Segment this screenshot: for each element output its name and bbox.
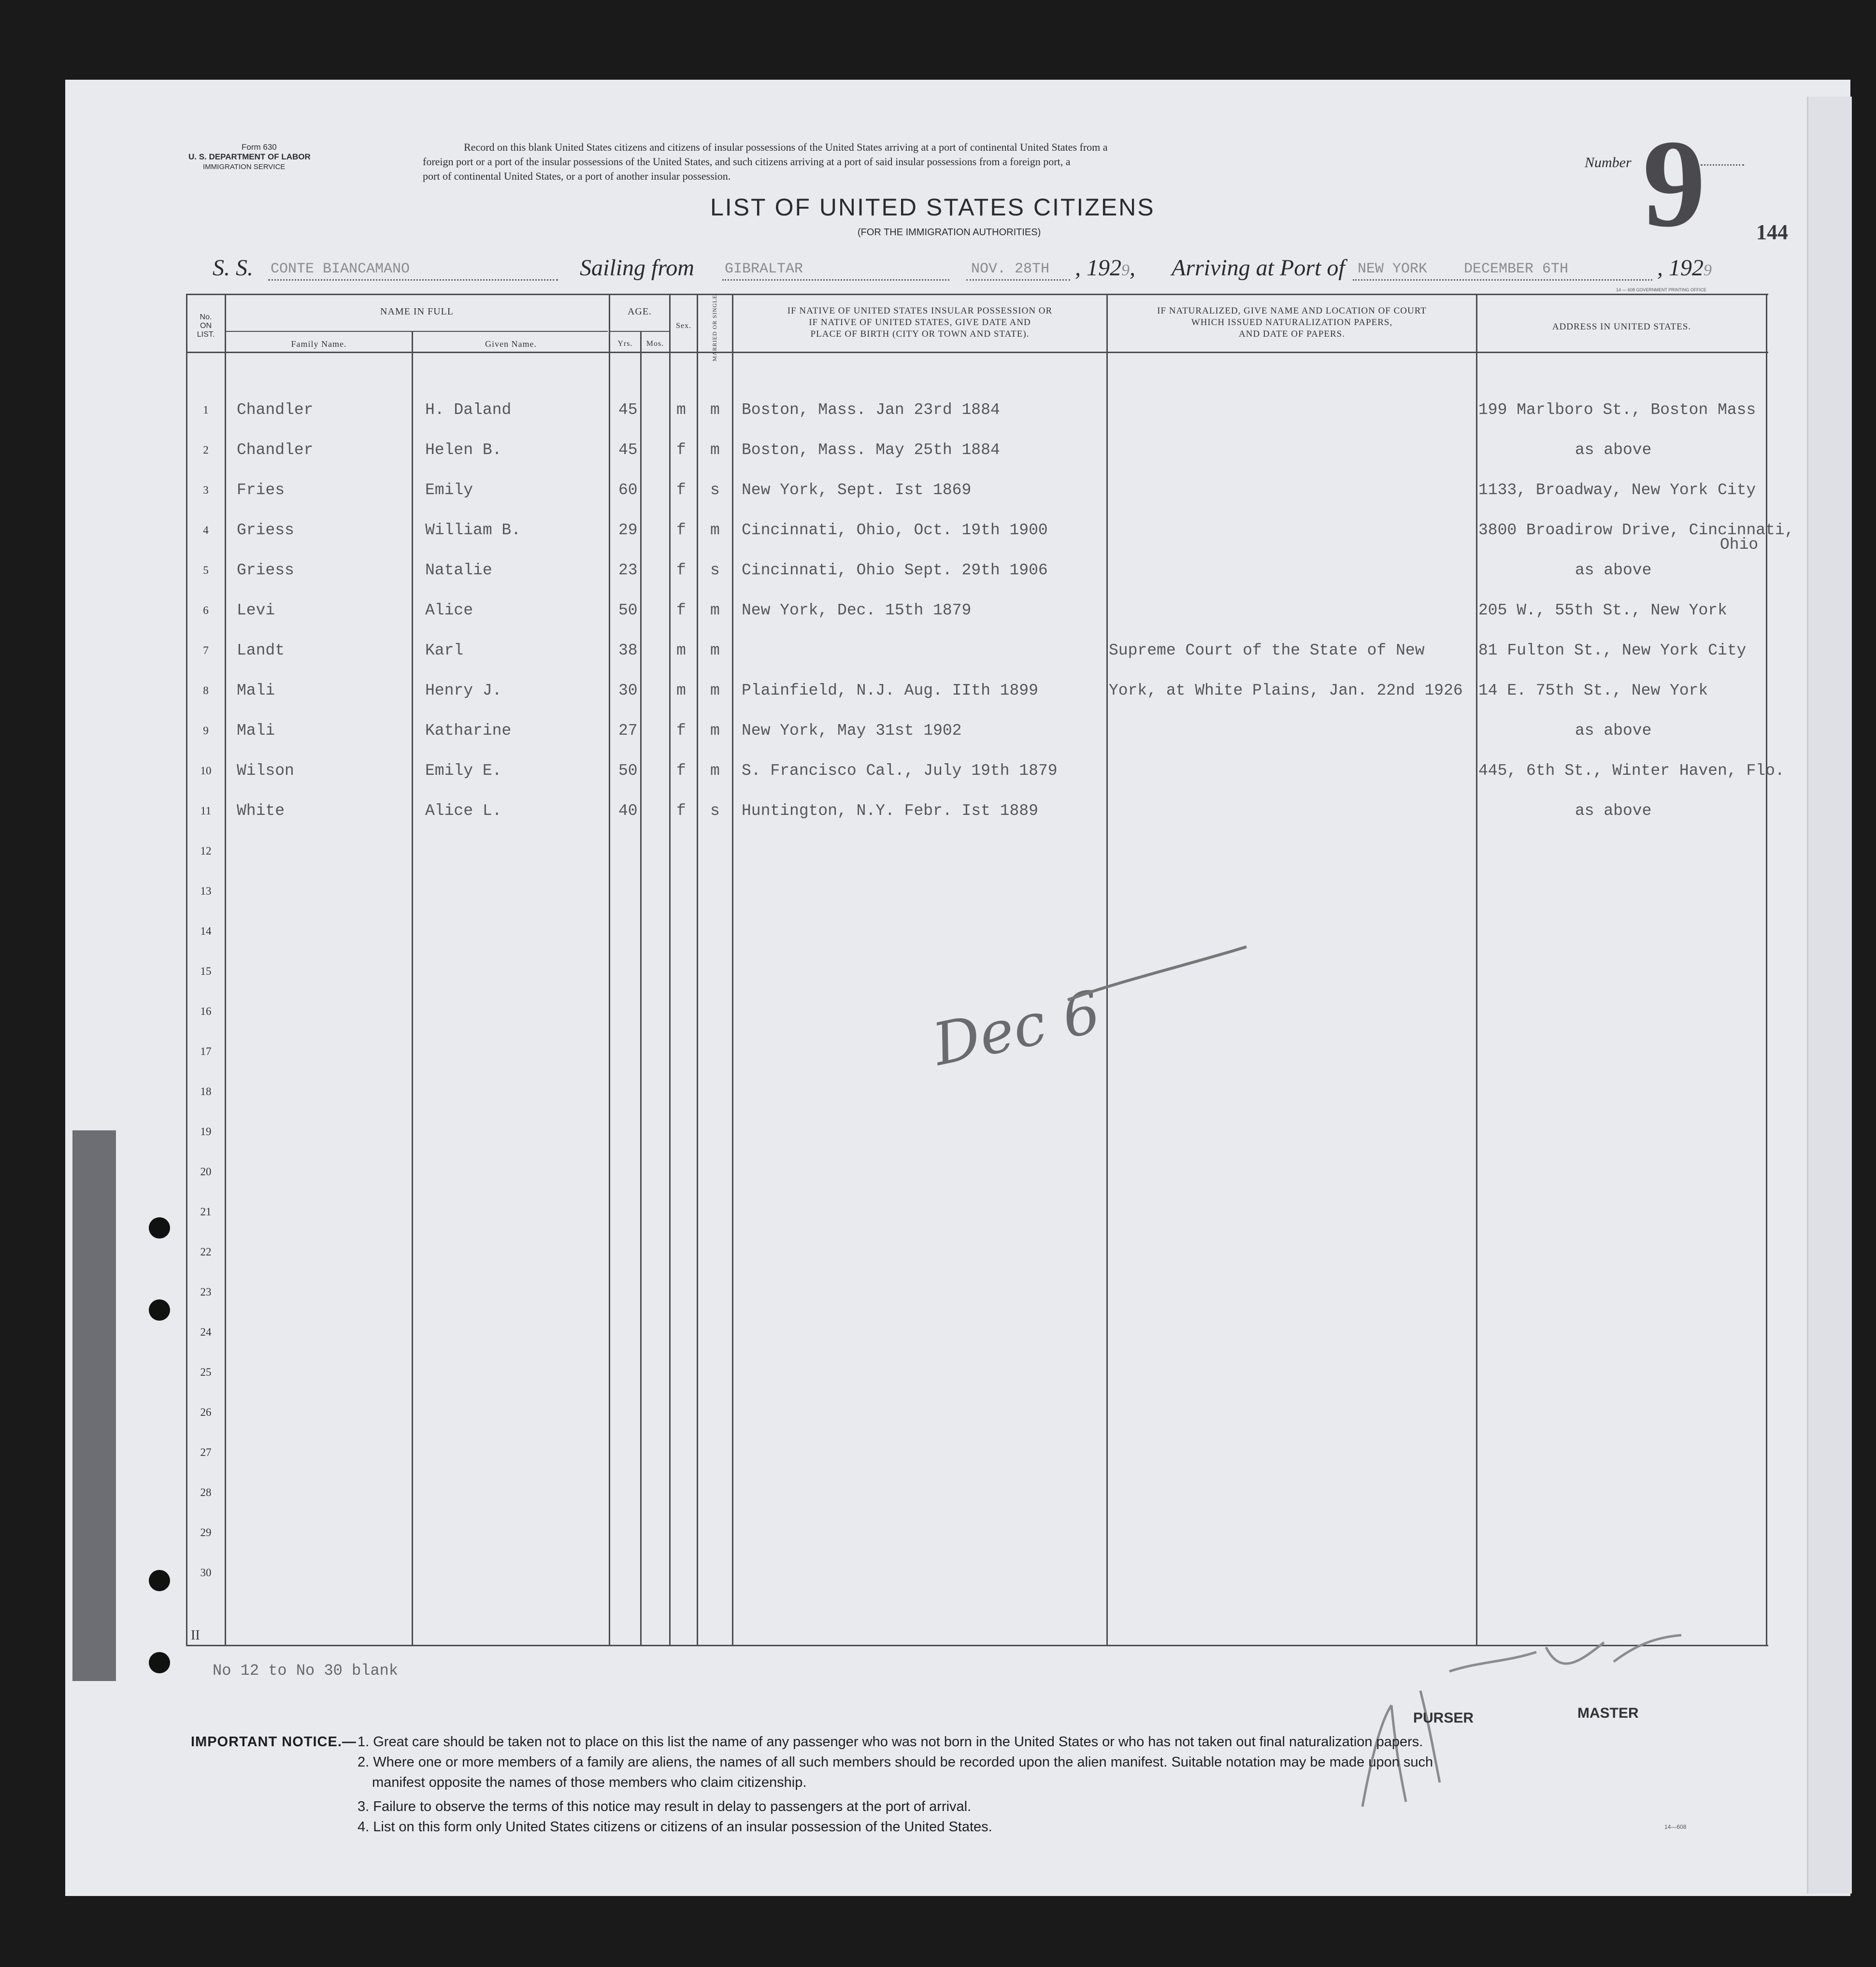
blank-note: No 12 to No 30 blank — [213, 1662, 399, 1680]
row-number: 26 — [200, 1406, 212, 1418]
ship-line — [268, 279, 558, 281]
address-continued: Ohio — [1720, 536, 1759, 554]
arrival-date: DECEMBER 6TH — [1464, 261, 1569, 277]
family-name: Griess — [237, 521, 294, 539]
marital-status: s — [710, 802, 720, 820]
col-naturalized-header — [1108, 305, 1476, 340]
handwritten-date: Dec 6 — [927, 978, 1106, 1079]
col-sex-header: Sex. — [676, 322, 691, 330]
col-age-header: AGE. — [627, 306, 652, 317]
row-number: 12 — [200, 845, 212, 857]
number-underline — [1701, 164, 1744, 166]
col-given-header: Given Name. — [485, 339, 537, 349]
sex: f — [676, 722, 686, 740]
notice-label: IMPORTANT NOTICE.— — [191, 1734, 357, 1750]
address: 205 W., 55th St., New York — [1478, 601, 1727, 619]
address: 81 Fulton St., New York City — [1478, 641, 1747, 659]
naturalization: York, at White Plains, Jan. 22nd 1926 — [1109, 682, 1463, 699]
row-number: 11 — [200, 805, 212, 817]
family-name: Fries — [237, 481, 285, 499]
row-number: 15 — [200, 965, 212, 977]
master-label: MASTER — [1577, 1705, 1639, 1721]
page-title: LIST OF UNITED STATES CITIZENS — [710, 194, 1155, 221]
col-birth-header — [733, 305, 1106, 340]
row-number: 7 — [203, 644, 209, 656]
row-number: 29 — [200, 1526, 212, 1539]
age-years: 40 — [618, 802, 638, 820]
service: IMMIGRATION SERVICE — [203, 163, 286, 171]
row-number: 30 — [200, 1567, 212, 1579]
col-rule — [669, 294, 671, 1646]
row-number: 21 — [200, 1206, 212, 1218]
arrival-line — [1353, 279, 1652, 281]
col-naturalized-line: AND DATE OF PAPERS. — [1239, 329, 1345, 339]
family-name: Landt — [237, 641, 285, 659]
col-rule — [412, 331, 413, 1645]
row-number: 19 — [200, 1126, 212, 1138]
notice-item-2: 2. Where one or more members of a family are aliens, the names of all such members should be recorded upon the alien manifest. Suitable notation may be made upon such — [358, 1754, 1433, 1770]
sex: f — [676, 441, 686, 459]
marital-status: m — [710, 682, 720, 699]
age-years: 60 — [618, 481, 638, 499]
birth-place-date: New York, May 31st 1902 — [742, 722, 962, 740]
naturalization: Supreme Court of the State of New — [1109, 641, 1425, 659]
row-number: 22 — [200, 1246, 212, 1258]
row-number: 27 — [200, 1446, 212, 1458]
row-number: 18 — [200, 1085, 212, 1098]
col-rule — [1766, 294, 1767, 1646]
col-address-header: ADDRESS IN UNITED STATES. — [1552, 322, 1691, 332]
intro-line-3: port of continental United States, or a port of another insular possession. — [423, 170, 731, 182]
col-birth-line: IF NATIVE OF UNITED STATES INSULAR POSSESSION OR — [787, 306, 1053, 316]
age-years: 29 — [618, 521, 638, 539]
row-number: 3 — [203, 484, 209, 496]
col-family-header: Family Name. — [291, 339, 347, 349]
given-name: Emily — [425, 481, 473, 499]
sail-date: NOV. 28TH — [971, 261, 1050, 277]
address: as above — [1575, 441, 1652, 459]
col-no-line: ON — [200, 322, 212, 330]
sex: f — [676, 561, 686, 579]
punch-hole — [149, 1652, 170, 1673]
marital-status: m — [710, 762, 720, 780]
col-no-line: No. — [200, 313, 212, 321]
col-rule — [1476, 294, 1477, 1646]
punch-hole — [149, 1299, 170, 1321]
department: U. S. DEPARTMENT OF LABOR — [188, 152, 311, 161]
row-number: 13 — [200, 885, 212, 897]
given-name: William B. — [425, 521, 521, 539]
sex: m — [676, 641, 686, 659]
row-number: 2 — [203, 444, 209, 456]
ss-label: S. S. — [213, 255, 253, 281]
birth-place-date: Boston, Mass. May 25th 1884 — [742, 441, 1000, 459]
notice-item-3: 3. Failure to observe the terms of this notice may result in delay to passengers at the port of arrival. — [358, 1799, 972, 1814]
row-number: 6 — [203, 604, 209, 616]
print-code-bottom: 14—608 — [1664, 1824, 1687, 1830]
name-subheader-rule — [226, 331, 608, 332]
address: 3800 Broadirow Drive, Cincinnati, — [1478, 521, 1794, 539]
given-name: H. Daland — [425, 401, 512, 419]
sail-year-prefix: 192 — [1087, 255, 1121, 281]
row-number: 8 — [203, 684, 209, 697]
arrival-year: , 1929 — [1657, 255, 1712, 281]
given-name: Katharine — [425, 722, 512, 740]
row-number: 28 — [200, 1486, 212, 1498]
address: as above — [1575, 802, 1652, 820]
age-years: 50 — [618, 762, 638, 780]
family-name: Wilson — [237, 762, 294, 780]
birth-place-date: New York, Sept. Ist 1869 — [742, 481, 972, 499]
marital-status: s — [710, 561, 720, 579]
col-birth-line: IF NATIVE OF UNITED STATES, GIVE DATE AND — [809, 317, 1031, 328]
age-years: 30 — [618, 682, 638, 699]
sex: f — [676, 481, 686, 499]
notice-item-1: 1. Great care should be taken not to place on this list the name of any passenger who was not born in the United States or who has not taken out final naturalization papers. — [358, 1734, 1423, 1750]
given-name: Emily E. — [425, 762, 502, 780]
purser-label: PURSER — [1413, 1710, 1474, 1726]
row-number: 4 — [203, 524, 209, 536]
given-name: Karl — [425, 641, 464, 659]
address: 445, 6th St., Winter Haven, Flo. — [1478, 762, 1785, 780]
binding-stub — [72, 1130, 116, 1681]
page-edge — [1807, 97, 1852, 1894]
arrival-year-digit: 9 — [1704, 261, 1712, 279]
sex: f — [676, 601, 686, 619]
form-number: Form 630 — [242, 143, 277, 152]
birth-place-date: Cincinnati, Ohio Sept. 29th 1906 — [742, 561, 1048, 579]
row-number: 14 — [200, 925, 212, 937]
col-rule — [732, 294, 733, 1646]
arrival-port: NEW YORK — [1358, 261, 1428, 277]
marital-status: s — [710, 481, 720, 499]
sex: m — [676, 401, 686, 419]
handwritten-stroke — [1063, 942, 1256, 1010]
row-number: 9 — [203, 725, 209, 737]
marital-status: m — [710, 441, 720, 459]
col-naturalized-line: WHICH ISSUED NATURALIZATION PAPERS, — [1191, 317, 1393, 328]
age-years: 23 — [618, 561, 638, 579]
col-no-header — [187, 313, 224, 339]
purser-signature-image — [1353, 1633, 1691, 1816]
family-name: Levi — [237, 601, 275, 619]
ship-name: CONTE BIANCAMANO — [271, 261, 410, 277]
birth-place-date: Plainfield, N.J. Aug. IIth 1899 — [742, 682, 1038, 699]
family-name: White — [237, 802, 285, 820]
arriving-label: Arriving at Port of — [1172, 255, 1345, 281]
family-name: Mali — [237, 682, 275, 699]
address: as above — [1575, 722, 1652, 740]
age-years: 45 — [618, 401, 638, 419]
sex: f — [676, 802, 686, 820]
marital-status: m — [710, 401, 720, 419]
birth-place-date: Boston, Mass. Jan 23rd 1884 — [742, 401, 1000, 419]
birth-place-date: New York, Dec. 15th 1879 — [742, 601, 972, 619]
birth-place-date: Cincinnati, Ohio, Oct. 19th 1900 — [742, 521, 1048, 539]
sex: f — [676, 521, 686, 539]
sail-date-line — [966, 279, 1070, 281]
table-header-rule — [186, 352, 1768, 353]
given-name: Alice — [425, 601, 473, 619]
col-rule — [609, 294, 610, 1646]
sail-year-digit: 9 — [1121, 261, 1130, 279]
last-row-label: II — [191, 1628, 200, 1643]
sex: m — [676, 682, 686, 699]
col-mos-header: Mos. — [646, 340, 664, 348]
row-number: 25 — [200, 1366, 212, 1378]
intro-line-2: foreign port or a port of the insular possessions of the United States, and such citizens arriving at a port of said insular possessions from a foreign port, a — [423, 156, 1071, 168]
marital-status: m — [710, 601, 720, 619]
page-stamp: 144 — [1756, 220, 1788, 244]
col-no-line: LIST. — [197, 330, 215, 339]
row-number: 16 — [200, 1005, 212, 1017]
notice-item-4: 4. List on this form only United States citizens or citizens of an insular possession of the United States. — [358, 1819, 992, 1835]
row-number: 10 — [200, 765, 212, 777]
punch-hole — [149, 1570, 170, 1591]
family-name: Griess — [237, 561, 294, 579]
address: 1133, Broadway, New York City — [1478, 481, 1756, 499]
marital-status: m — [710, 722, 720, 740]
table-top-rule — [186, 294, 1768, 295]
age-years: 38 — [618, 641, 638, 659]
col-rule — [225, 294, 226, 1646]
family-name: Chandler — [237, 441, 314, 459]
given-name: Natalie — [425, 561, 492, 579]
row-number: 20 — [200, 1166, 212, 1178]
row-number: 23 — [200, 1286, 212, 1298]
sex: f — [676, 762, 686, 780]
arrival-year-prefix: 192 — [1669, 255, 1704, 281]
given-name: Henry J. — [425, 682, 502, 699]
row-number: 5 — [203, 564, 209, 576]
address: as above — [1575, 561, 1652, 579]
sail-year: , 1929, — [1075, 255, 1135, 281]
col-naturalized-line: IF NATURALIZED, GIVE NAME AND LOCATION OF COURT — [1157, 306, 1427, 316]
intro-line-1: Record on this blank United States citizens and citizens of insular possessions of the United States arriving at a port of continental United States from a — [464, 141, 1108, 153]
col-rule — [640, 331, 642, 1645]
age-years: 27 — [618, 722, 638, 740]
number-label: Number — [1585, 155, 1632, 171]
birth-place-date: Huntington, N.Y. Febr. Ist 1889 — [742, 802, 1038, 820]
print-code-top: 14 — 608 GOVERNMENT PRINTING OFFICE — [1616, 287, 1706, 292]
punch-hole — [149, 1217, 170, 1239]
col-married-header: MARRIED OR SINGLE. — [711, 293, 718, 361]
given-name: Alice L. — [425, 802, 502, 820]
marital-status: m — [710, 641, 720, 659]
family-name: Chandler — [237, 401, 314, 419]
from-port: GIBRALTAR — [725, 261, 803, 277]
list-number: 9 — [1643, 114, 1705, 253]
given-name: Helen B. — [425, 441, 502, 459]
row-number: 24 — [200, 1326, 212, 1338]
marital-status: m — [710, 521, 720, 539]
address: 14 E. 75th St., New York — [1478, 682, 1708, 699]
age-years: 50 — [618, 601, 638, 619]
col-rule — [697, 294, 698, 1646]
row-number: 17 — [200, 1045, 212, 1057]
page-subtitle: (FOR THE IMMIGRATION AUTHORITIES) — [858, 227, 1041, 238]
birth-place-date: S. Francisco Cal., July 19th 1879 — [742, 762, 1058, 780]
sailing-label: Sailing from — [580, 255, 694, 281]
notice-item-2-cont: manifest opposite the names of those members who claim citizenship. — [372, 1775, 807, 1790]
col-yrs-header: Yrs. — [617, 340, 633, 348]
row-number: 1 — [203, 404, 209, 416]
age-years: 45 — [618, 441, 638, 459]
col-birth-line: PLACE OF BIRTH (CITY OR TOWN AND STATE). — [810, 329, 1030, 339]
address: 199 Marlboro St., Boston Mass — [1478, 401, 1756, 419]
col-name-header: NAME IN FULL — [380, 306, 454, 317]
family-name: Mali — [237, 722, 275, 740]
from-port-line — [722, 279, 949, 281]
